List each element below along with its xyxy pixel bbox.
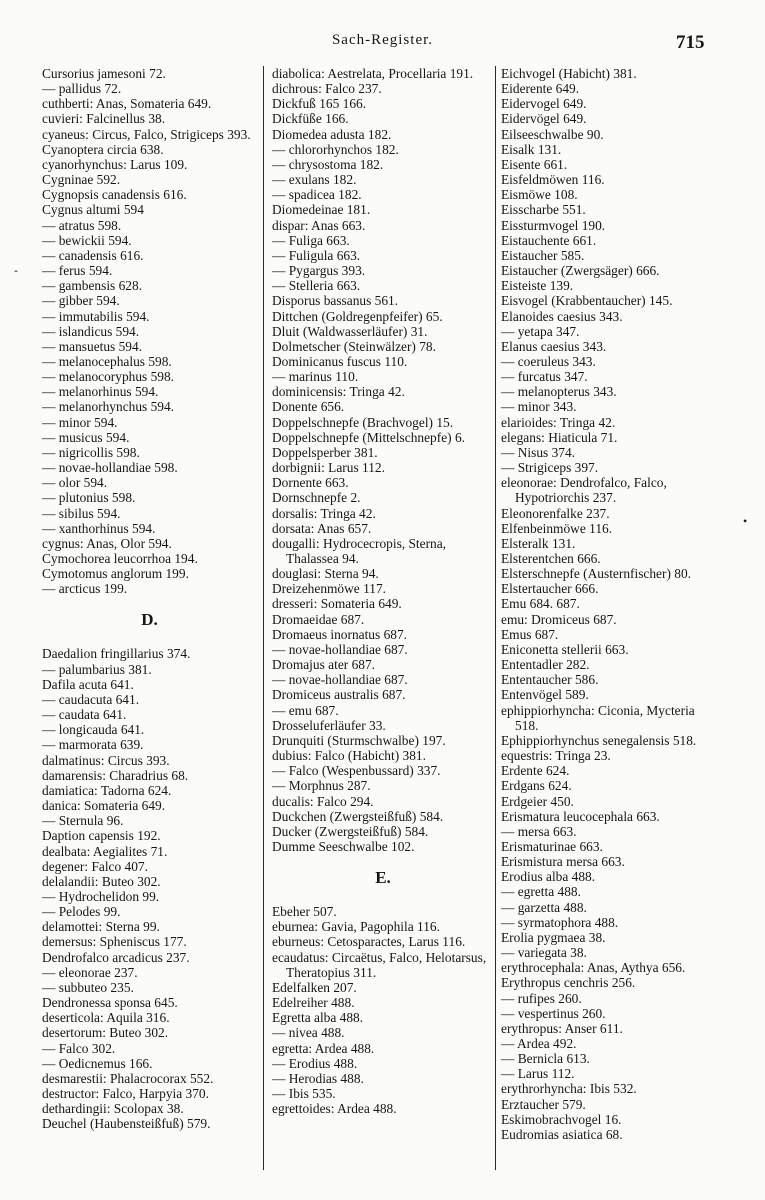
index-entry: — Falco 302. — [42, 1040, 116, 1056]
index-entry: erythrocephala: Anas, Aythya 656. — [501, 960, 686, 976]
index-entry: — canadensis 616. — [42, 247, 144, 263]
index-entry: Elanoides caesius 343. — [501, 308, 623, 324]
index-entry: Dendrofalco arcadicus 237. — [42, 949, 190, 965]
index-entry: Eskimobrachvogel 16. — [501, 1111, 622, 1127]
index-entry: — furcatus 347. — [501, 369, 588, 385]
index-entry: Dluit (Waldwasserläufer) 31. — [272, 323, 428, 339]
index-entry: — Strigiceps 397. — [501, 460, 599, 476]
index-entry: — Oedicnemus 166. — [42, 1055, 153, 1071]
index-entry: douglasi: Sterna 94. — [272, 566, 379, 582]
index-entry: Eilseeschwalbe 90. — [501, 126, 604, 142]
index-entry: Elsterentchen 666. — [501, 551, 601, 566]
index-entry: — emu 687. — [272, 702, 339, 718]
index-entry: Emu 684. 687. — [501, 596, 580, 612]
index-entry: — gambensis 628. — [42, 278, 143, 294]
index-entry: Doppelschnepfe (Brachvogel) 15. — [272, 414, 454, 430]
index-entry: Deuchel (Haubensteißfuß) 579. — [42, 1116, 211, 1132]
index-entry: — nivea 488. — [272, 1025, 345, 1041]
index-entry: Eniconetta stellerii 663. — [501, 641, 629, 657]
index-entry: Erismistura mersa 663. — [501, 854, 625, 870]
running-title: Sach-Register. — [331, 32, 434, 48]
index-entry: — Fuligula 663. — [272, 247, 361, 263]
index-entry: desmarestii: Phalacrocorax 552. — [42, 1070, 214, 1086]
index-entry: dethardingii: Scolopax 38. — [42, 1101, 184, 1117]
index-entry: Daption capensis 192. — [42, 828, 161, 844]
index-entry: Dornente 663. — [272, 475, 349, 491]
index-entry: — marmorata 639. — [42, 737, 144, 753]
index-entry: diabolica: Aestrelata, Procellaria 191. — [272, 66, 474, 81]
index-entry: Elanus caesius 343. — [501, 338, 607, 354]
index-entry: deserticola: Aquila 316. — [42, 1010, 170, 1026]
index-entry: — mersa 663. — [501, 823, 577, 839]
index-entry: Ententaucher 586. — [501, 672, 599, 688]
index-entry: eburnea: Gavia, Pagophila 116. — [272, 919, 440, 935]
index-entry: Erodius alba 488. — [501, 869, 596, 885]
index-entry: emu: Dromiceus 687. — [501, 611, 617, 627]
index-entry: — Fuliga 663. — [272, 232, 350, 248]
index-entry: dalmatinus: Circus 393. — [42, 752, 170, 768]
index-entry: delalandii: Buteo 302. — [42, 873, 161, 889]
index-entry: damiatica: Tadorna 624. — [42, 782, 172, 798]
index-entry: dresseri: Somateria 649. — [272, 596, 402, 612]
index-entry: — melanorhynchus 594. — [42, 399, 175, 415]
index-entry: Disporus bassanus 561. — [272, 293, 399, 309]
index-entry: Dickfuß 165 166. — [272, 96, 367, 112]
index-entry: Dornschnepfe 2. — [272, 490, 361, 506]
index-entry: Erdgeier 450. — [501, 793, 574, 809]
index-entry: Eistauchente 661. — [501, 232, 597, 248]
index-entry: ducalis: Falco 294. — [272, 793, 374, 809]
index-entry: — Pelodes 99. — [42, 904, 121, 920]
index-entry: — gibber 594. — [42, 293, 120, 309]
index-entry: Doppelschnepfe (Mittelschnepfe) 6. — [272, 429, 465, 445]
index-entry: Erdente 624. — [501, 763, 570, 779]
index-entry: — melanocephalus 598. — [42, 353, 172, 369]
index-entry: Cymotomus anglorum 199. — [42, 566, 189, 582]
index-entry: — mansuetus 594. — [42, 338, 143, 354]
index-entry: elegans: Hiaticula 71. — [501, 429, 618, 445]
index-entry: Diomedea adusta 182. — [272, 126, 392, 142]
index-entry: Egretta alba 488. — [272, 1010, 364, 1026]
index-entry: Dittchen (Goldregenpfeifer) 65. — [272, 308, 443, 324]
index-entry: — Stelleria 663. — [272, 278, 361, 294]
index-entry: — olor 594. — [42, 475, 108, 491]
index-column-2 — [272, 66, 494, 1116]
index-entry: — caudacuta 641. — [42, 691, 140, 707]
index-entry: destructor: Falco, Harpyia 370. — [42, 1086, 209, 1101]
index-entry: — yetapa 347. — [501, 323, 580, 339]
index-entry: — subbuteo 235. — [42, 979, 134, 995]
index-entry: — egretta 488. — [501, 884, 581, 900]
index-entry: eburneus: Cetosparactes, Larus 116. — [272, 934, 466, 950]
index-entry: Ebeher 507. — [272, 904, 337, 920]
index-entry: — xanthorhinus 594. — [42, 520, 156, 536]
index-entry: equestris: Tringa 23. — [501, 748, 611, 764]
index-entry: Elfenbeinmöwe 116. — [501, 520, 613, 536]
index-entry: degener: Falco 407. — [42, 858, 148, 874]
index-entry: — plutonius 598. — [42, 490, 136, 506]
index-entry: erythrorhyncha: Ibis 532. — [501, 1081, 637, 1097]
index-entry: dorbignii: Larus 112. — [272, 460, 385, 476]
index-entry: Erismatura leucocephala 663. — [501, 808, 660, 824]
index-entry: — marinus 110. — [272, 369, 359, 385]
index-entry: — melanopterus 343. — [501, 384, 617, 400]
index-entry: — Pygargus 393. — [272, 263, 366, 279]
index-entry: Eleonorenfalke 237. — [501, 505, 610, 521]
index-entry: Eisalk 131. — [501, 141, 562, 157]
index-entry: — chlororhynchos 182. — [272, 141, 399, 157]
index-entry: dispar: Anas 663. — [272, 217, 366, 233]
index-entry: — chrysostoma 182. — [272, 156, 384, 172]
index-column-3 — [501, 66, 719, 1142]
index-entry: Ententadler 282. — [501, 657, 590, 673]
index-entry: Cyanoptera circia 638. — [42, 141, 164, 157]
index-entry: — melanocoryphus 598. — [42, 369, 175, 385]
index-entry: Daedalion fringillarius 374. — [42, 646, 191, 662]
index-entry: Cygnopsis canadensis 616. — [42, 187, 187, 203]
index-entry: — Falco (Wespenbussard) 337. — [272, 763, 441, 779]
index-entry: Erismaturinae 663. — [501, 838, 603, 854]
index-entry: dorsalis: Tringa 42. — [272, 505, 376, 521]
index-entry: Ducker (Zwergsteißfuß) 584. — [272, 823, 429, 839]
index-entry: — Nisus 374. — [501, 444, 576, 460]
index-entry: delamottei: Sterna 99. — [42, 919, 160, 935]
index-entry: desertorum: Buteo 302. — [42, 1025, 169, 1041]
index-entry: Erztaucher 579. — [501, 1096, 586, 1112]
index-entry: erythropus: Anser 611. — [501, 1020, 623, 1036]
index-entry: cyanorhynchus: Larus 109. — [42, 156, 188, 172]
index-entry: Eisteiste 139. — [501, 278, 574, 294]
index-entry: Dromaeus inornatus 687. — [272, 626, 407, 642]
index-entry: Doppelsperber 381. — [272, 444, 378, 460]
index-entry: — minor 343. — [501, 399, 577, 415]
index-entry: — palumbarius 381. — [42, 661, 152, 677]
index-entry: Dromiceus australis 687. — [272, 687, 406, 703]
index-entry: Dickfüße 166. — [272, 111, 349, 127]
index-entry: Edelreiher 488. — [272, 995, 355, 1011]
index-column-1 — [42, 66, 257, 1131]
index-entry: dorsata: Anas 657. — [272, 520, 372, 536]
index-entry: damarensis: Charadrius 68. — [42, 767, 189, 783]
index-entry: — melanorhinus 594. — [42, 384, 159, 400]
index-entry: — eleonorae 237. — [42, 964, 138, 980]
index-entry: Dromaeidae 687. — [272, 611, 365, 627]
index-entry: Eisente 661. — [501, 156, 568, 172]
index-entry: — variegata 38. — [501, 945, 587, 961]
index-entry: — immutabilis 594. — [42, 308, 150, 324]
index-entry: — Sternula 96. — [42, 813, 124, 829]
index-entry: Dreizehenmöwe 117. — [272, 581, 387, 597]
index-entry: Dendronessa sponsa 645. — [42, 995, 178, 1011]
index-entry: dominicensis: Tringa 42. — [272, 384, 405, 400]
index-entry: Erythropus cenchris 256. — [501, 975, 636, 991]
index-entry: cygnus: Anas, Olor 594. — [42, 535, 172, 551]
index-entry: Dromajus ater 687. — [272, 657, 376, 673]
index-entry: — Erodius 488. — [272, 1055, 358, 1071]
index-entry: — coeruleus 343. — [501, 353, 596, 369]
index-entry: egretta: Ardea 488. — [272, 1040, 375, 1056]
index-entry: Emus 687. — [501, 626, 559, 642]
index-entry: Eismöwe 108. — [501, 187, 578, 203]
index-entry: Eisvogel (Krabbentaucher) 145. — [501, 293, 673, 309]
index-entry: Diomedeinae 181. — [272, 202, 371, 218]
index-entry: — syrmatophora 488. — [501, 914, 619, 930]
index-entry: — exulans 182. — [272, 172, 357, 188]
section-letter-heading: E. — [375, 868, 391, 888]
index-entry: cuthberti: Anas, Somateria 649. — [42, 96, 212, 112]
index-entry: eleonorae: Dendrofalco, Falco, Hypotriorchis 237. — [501, 475, 667, 506]
index-entry: Edelfalken 207. — [272, 979, 357, 995]
index-entry: — garzetta 488. — [501, 899, 587, 915]
index-entry: — arcticus 199. — [42, 581, 128, 597]
index-entry: Erdgans 624. — [501, 778, 572, 794]
page-number: 715 — [676, 32, 705, 53]
index-entry: Duckchen (Zwergsteißfuß) 584. — [272, 808, 444, 824]
column-rule-left — [263, 66, 264, 1170]
index-entry: Eichvogel (Habicht) 381. — [501, 66, 637, 81]
index-entry: dubius: Falco (Habicht) 381. — [272, 748, 426, 764]
index-entry: Dominicanus fuscus 110. — [272, 353, 408, 369]
index-entry: Elsterschnepfe (Austernfischer) 80. — [501, 566, 691, 582]
index-entry: Cursorius jamesoni 72. — [42, 66, 166, 81]
index-entry: — Ardea 492. — [501, 1036, 577, 1051]
index-entry: Cygninae 592. — [42, 172, 121, 188]
index-entry: — Hydrochelidon 99. — [42, 888, 160, 904]
index-entry: cyaneus: Circus, Falco, Strigiceps 393. — [42, 126, 251, 142]
index-entry: — Bernicla 613. — [501, 1051, 590, 1067]
index-entry: — atratus 598. — [42, 217, 122, 233]
index-entry: Elstertaucher 666. — [501, 581, 599, 597]
index-entry: Cymochorea leucorrhoa 194. — [42, 551, 198, 566]
index-entry: Eidervögel 649. — [501, 111, 587, 127]
index-entry: Eissturmvogel 190. — [501, 217, 606, 233]
index-entry: — rufipes 260. — [501, 990, 582, 1006]
index-entry: ephippiorhyncha: Ciconia, Mycteria 518. — [501, 702, 695, 733]
index-entry: — novae-hollandiae 598. — [42, 460, 178, 476]
index-entry: — Larus 112. — [501, 1066, 575, 1082]
index-entry: — Herodias 488. — [272, 1070, 364, 1086]
index-entry: Donente 656. — [272, 399, 345, 415]
index-entry: Eisscharbe 551. — [501, 202, 586, 218]
margin-mark-right: • — [743, 514, 748, 528]
index-entry: — musicus 594. — [42, 429, 130, 445]
index-entry: Eiderente 649. — [501, 81, 580, 97]
index-entry: — nigricollis 598. — [42, 444, 140, 460]
index-entry: Elsteralk 131. — [501, 535, 576, 551]
index-entry: Dafila acuta 641. — [42, 676, 134, 692]
index-entry: Eudromias asiatica 68. — [501, 1126, 623, 1142]
margin-mark-left: - — [14, 263, 18, 277]
index-entry: — novae-hollandiae 687. — [272, 672, 408, 688]
index-entry: demersus: Spheniscus 177. — [42, 934, 187, 950]
column-rule-right — [495, 66, 496, 1170]
index-entry: — Morphnus 287. — [272, 778, 371, 794]
index-entry: — ferus 594. — [42, 263, 113, 279]
index-entry: — caudata 641. — [42, 707, 127, 723]
index-entry: Ephippiorhynchus senegalensis 518. — [501, 732, 697, 748]
index-entry: — minor 594. — [42, 414, 118, 430]
index-entry: dougalli: Hydrocecropis, Sterna, Thalassea 94. — [272, 535, 447, 566]
index-entry: Dumme Seeschwalbe 102. — [272, 838, 415, 854]
index-entry: egrettoides: Ardea 488. — [272, 1101, 397, 1117]
index-entry: elarioides: Tringa 42. — [501, 414, 616, 430]
index-entry: — sibilus 594. — [42, 505, 121, 521]
index-entry: — bewickii 594. — [42, 232, 132, 248]
index-entry: — spadicea 182. — [272, 187, 362, 203]
index-entry: Drunquiti (Sturmschwalbe) 197. — [272, 732, 446, 748]
index-entry: — pallidus 72. — [42, 81, 122, 97]
index-entry: Cygnus altumi 594 — [42, 202, 144, 218]
index-entry: Dolmetscher (Steinwälzer) 78. — [272, 338, 436, 354]
index-entry: cuvieri: Falcinellus 38. — [42, 111, 166, 127]
index-entry: ecaudatus: Circaëtus, Falco, Helotarsus, Theratopius 311. — [272, 949, 487, 980]
index-entry: — novae-hollandiae 687. — [272, 641, 408, 657]
index-entry: dichrous: Falco 237. — [272, 81, 382, 97]
index-entry: Entenvögel 589. — [501, 687, 589, 703]
index-entry: danica: Somateria 649. — [42, 798, 166, 814]
index-entry: Eistaucher 585. — [501, 247, 585, 263]
index-entry: Eidervogel 649. — [501, 96, 587, 112]
index-entry: — Ibis 535. — [272, 1086, 336, 1101]
index-entry: Eistaucher (Zwergsäger) 666. — [501, 263, 660, 279]
index-entry: Drosseluferläufer 33. — [272, 717, 386, 733]
index-entry: Erolia pygmaea 38. — [501, 929, 606, 945]
index-entry: — longicauda 641. — [42, 722, 145, 738]
index-entry: dealbata: Aegialites 71. — [42, 843, 168, 859]
index-entry: Eisfeldmöwen 116. — [501, 172, 605, 188]
index-entry: — vespertinus 260. — [501, 1005, 606, 1021]
section-letter-heading: D. — [141, 610, 158, 630]
index-entry: — islandicus 594. — [42, 323, 140, 339]
